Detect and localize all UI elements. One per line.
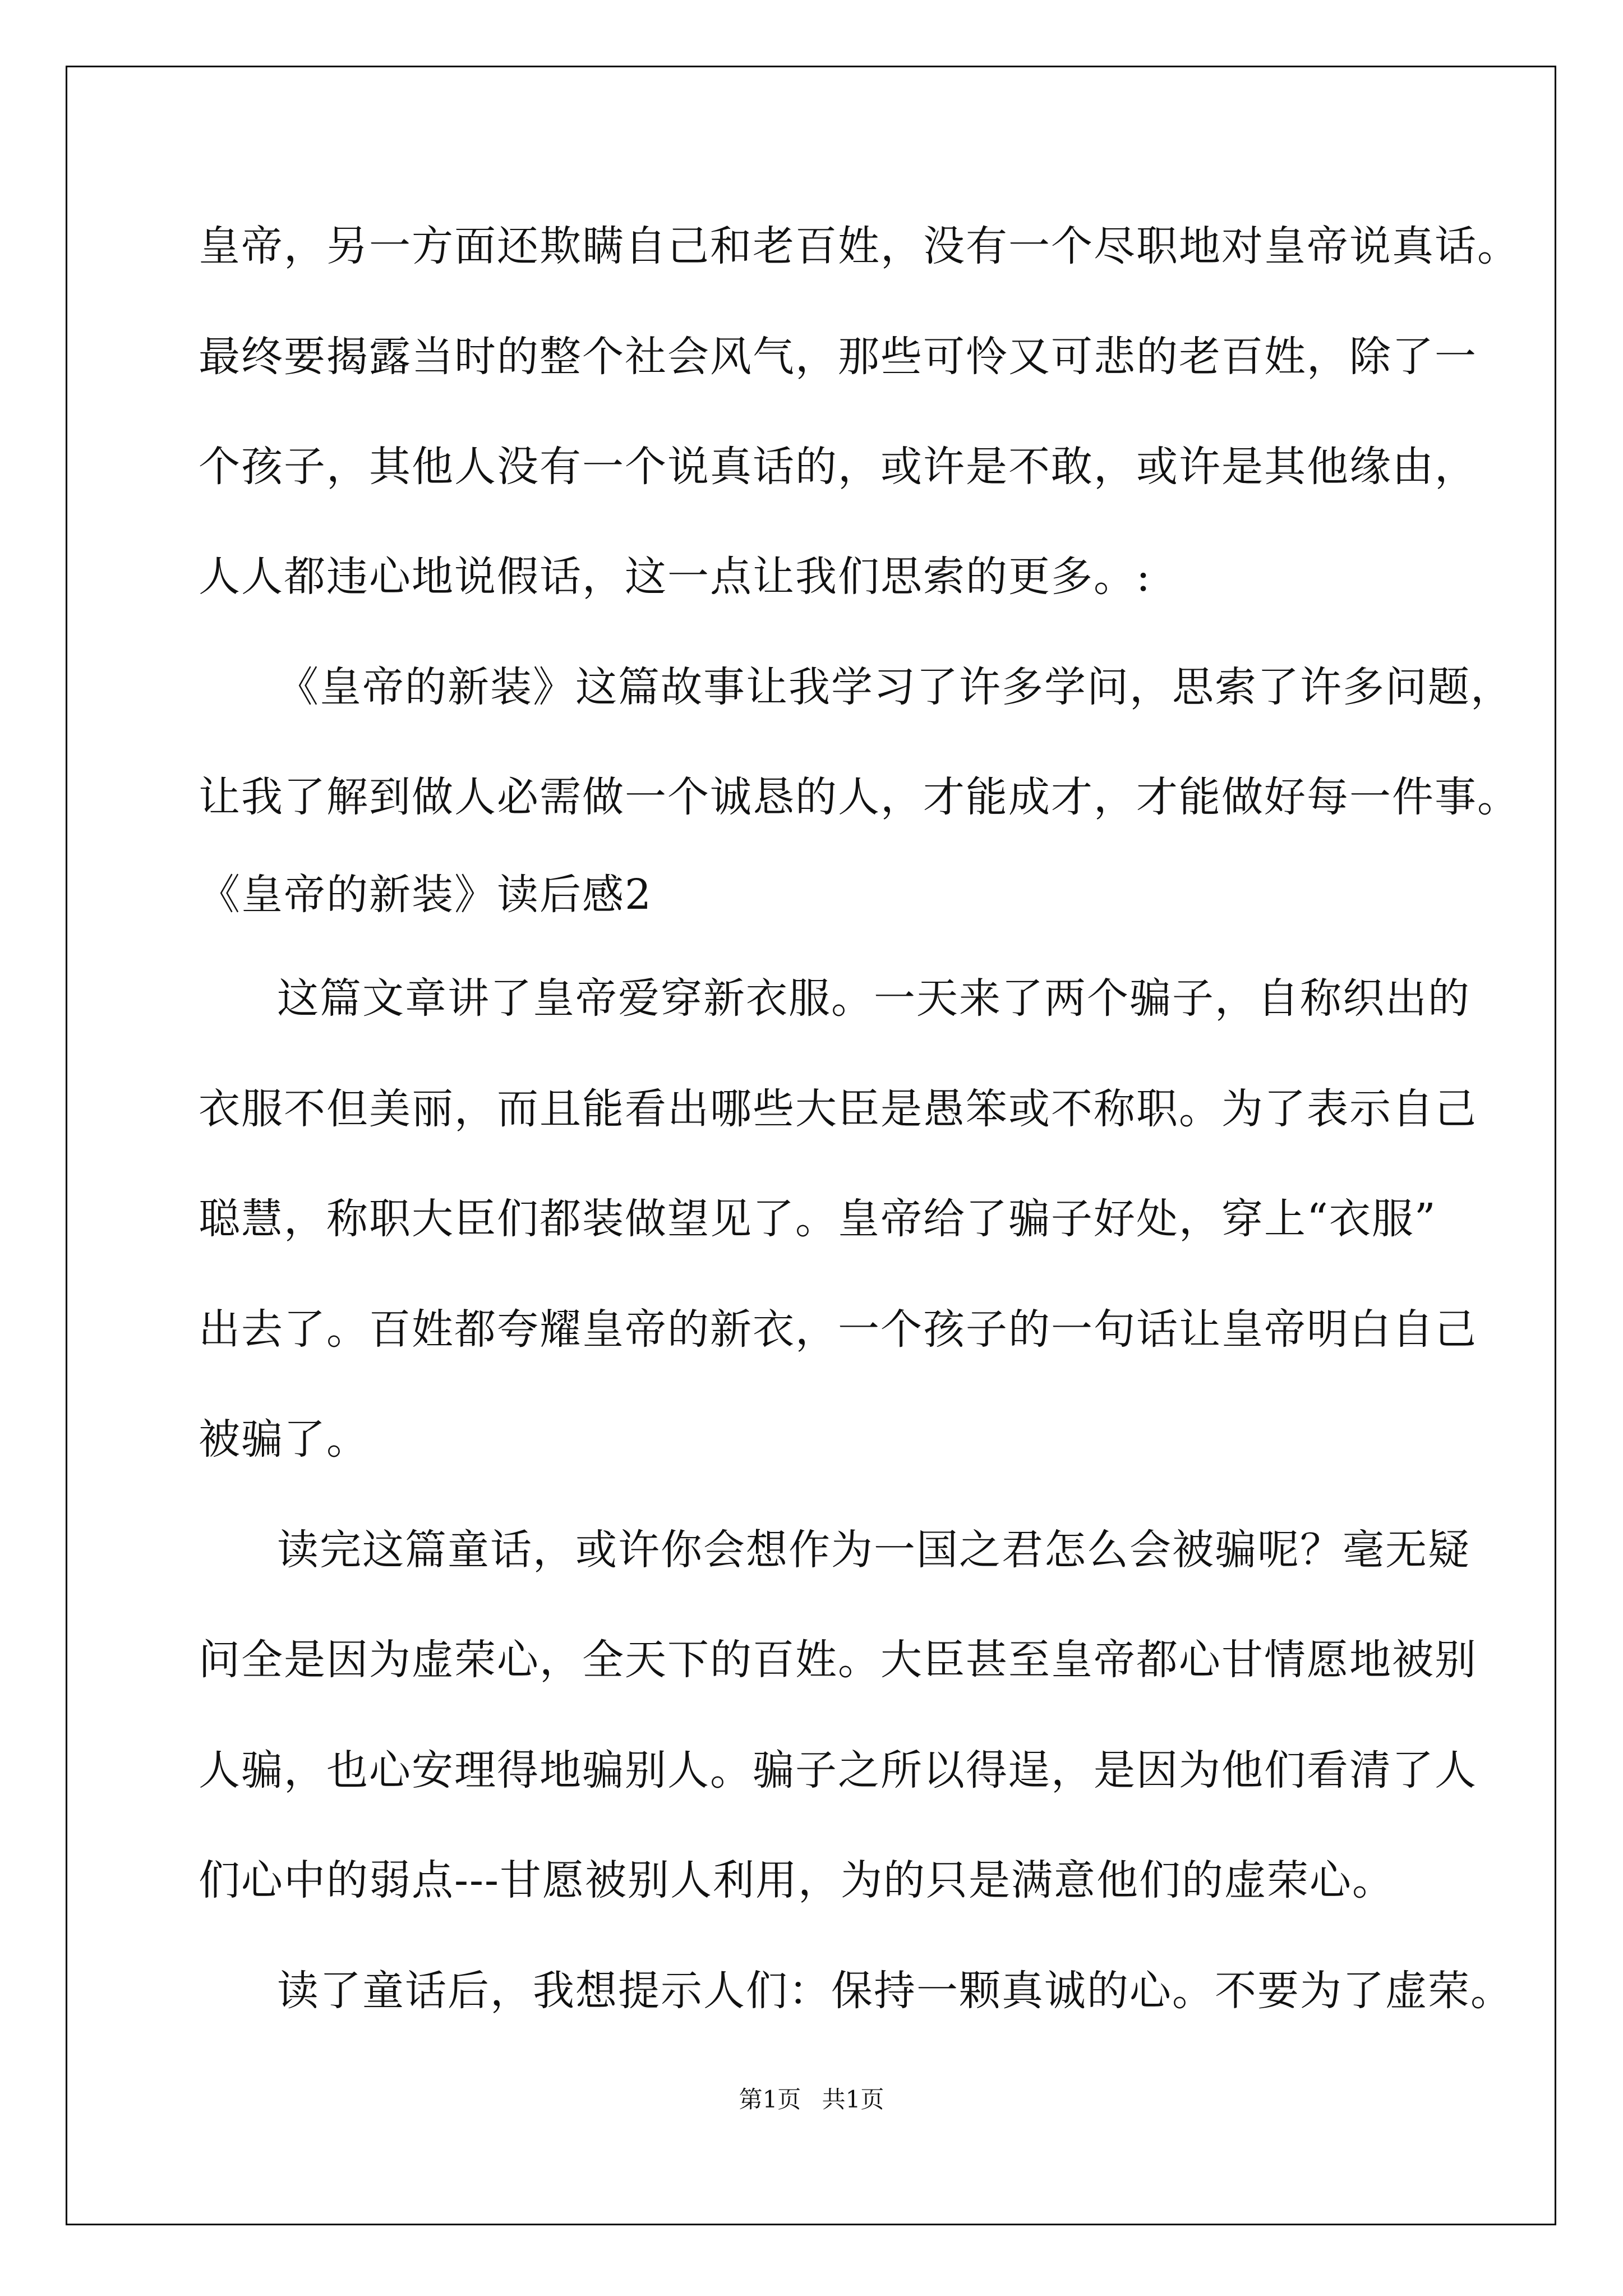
paragraph-line: 出去了。百姓都夸耀皇帝的新衣，一个孩子的一句话让皇帝明白自己: [199, 1305, 1477, 1354]
paragraph-line: 《皇帝的新装》这篇故事让我学习了许多学问，思索了许多问题，: [277, 663, 1513, 711]
paragraph-line: 这篇文章讲了皇帝爱穿新衣服。一天来了两个骗子，自称织出的: [277, 974, 1470, 1023]
page-number: 第1页: [739, 2086, 801, 2113]
paragraph-line: 让我了解到做人必需做一个诚恳的人，才能成才，才能做好每一件事。: [199, 773, 1520, 821]
page-footer: [0, 2083, 1623, 2116]
paragraph-line: 个孩子，其他人没有一个说真话的，或许是不敢，或许是其他缘由，: [199, 443, 1477, 491]
section-heading: 《皇帝的新装》读后感2: [199, 871, 653, 919]
paragraph-line: 衣服不但美丽，而且能看出哪些大臣是愚笨或不称职。为了表示自己: [199, 1085, 1477, 1133]
page-total: 共1页: [822, 2086, 884, 2113]
paragraph-line: 读了童话后，我想提示人们：保持一颗真诚的心。不要为了虚荣。: [277, 1967, 1513, 2015]
paragraph-line: 们心中的弱点---甘愿被别人利用，为的只是满意他们的虚荣心。: [199, 1856, 1395, 1904]
paragraph-line: 问全是因为虚荣心，全天下的百姓。大臣甚至皇帝都心甘情愿地被别: [199, 1636, 1477, 1684]
paragraph-line: 人人都违心地说假话，这一点让我们思索的更多。:: [199, 553, 1151, 601]
paragraph-line: 读完这篇童话，或许你会想作为一国之君怎么会被骗呢？毫无疑: [277, 1526, 1470, 1574]
paragraph-line: 被骗了。: [199, 1415, 369, 1464]
paragraph-line: 聪慧，称职大臣们都装做望见了。皇帝给了骗子好处，穿上“衣服”: [199, 1195, 1437, 1243]
paragraph-line: 最终要揭露当时的整个社会风气，那些可怜又可悲的老百姓，除了一: [199, 333, 1477, 381]
paragraph-line: 人骗，也心安理得地骗别人。骗子之所以得逞，是因为他们看清了人: [199, 1746, 1477, 1795]
paragraph-line: 皇帝，另一方面还欺瞒自己和老百姓，没有一个尽职地对皇帝说真话。: [199, 222, 1520, 270]
